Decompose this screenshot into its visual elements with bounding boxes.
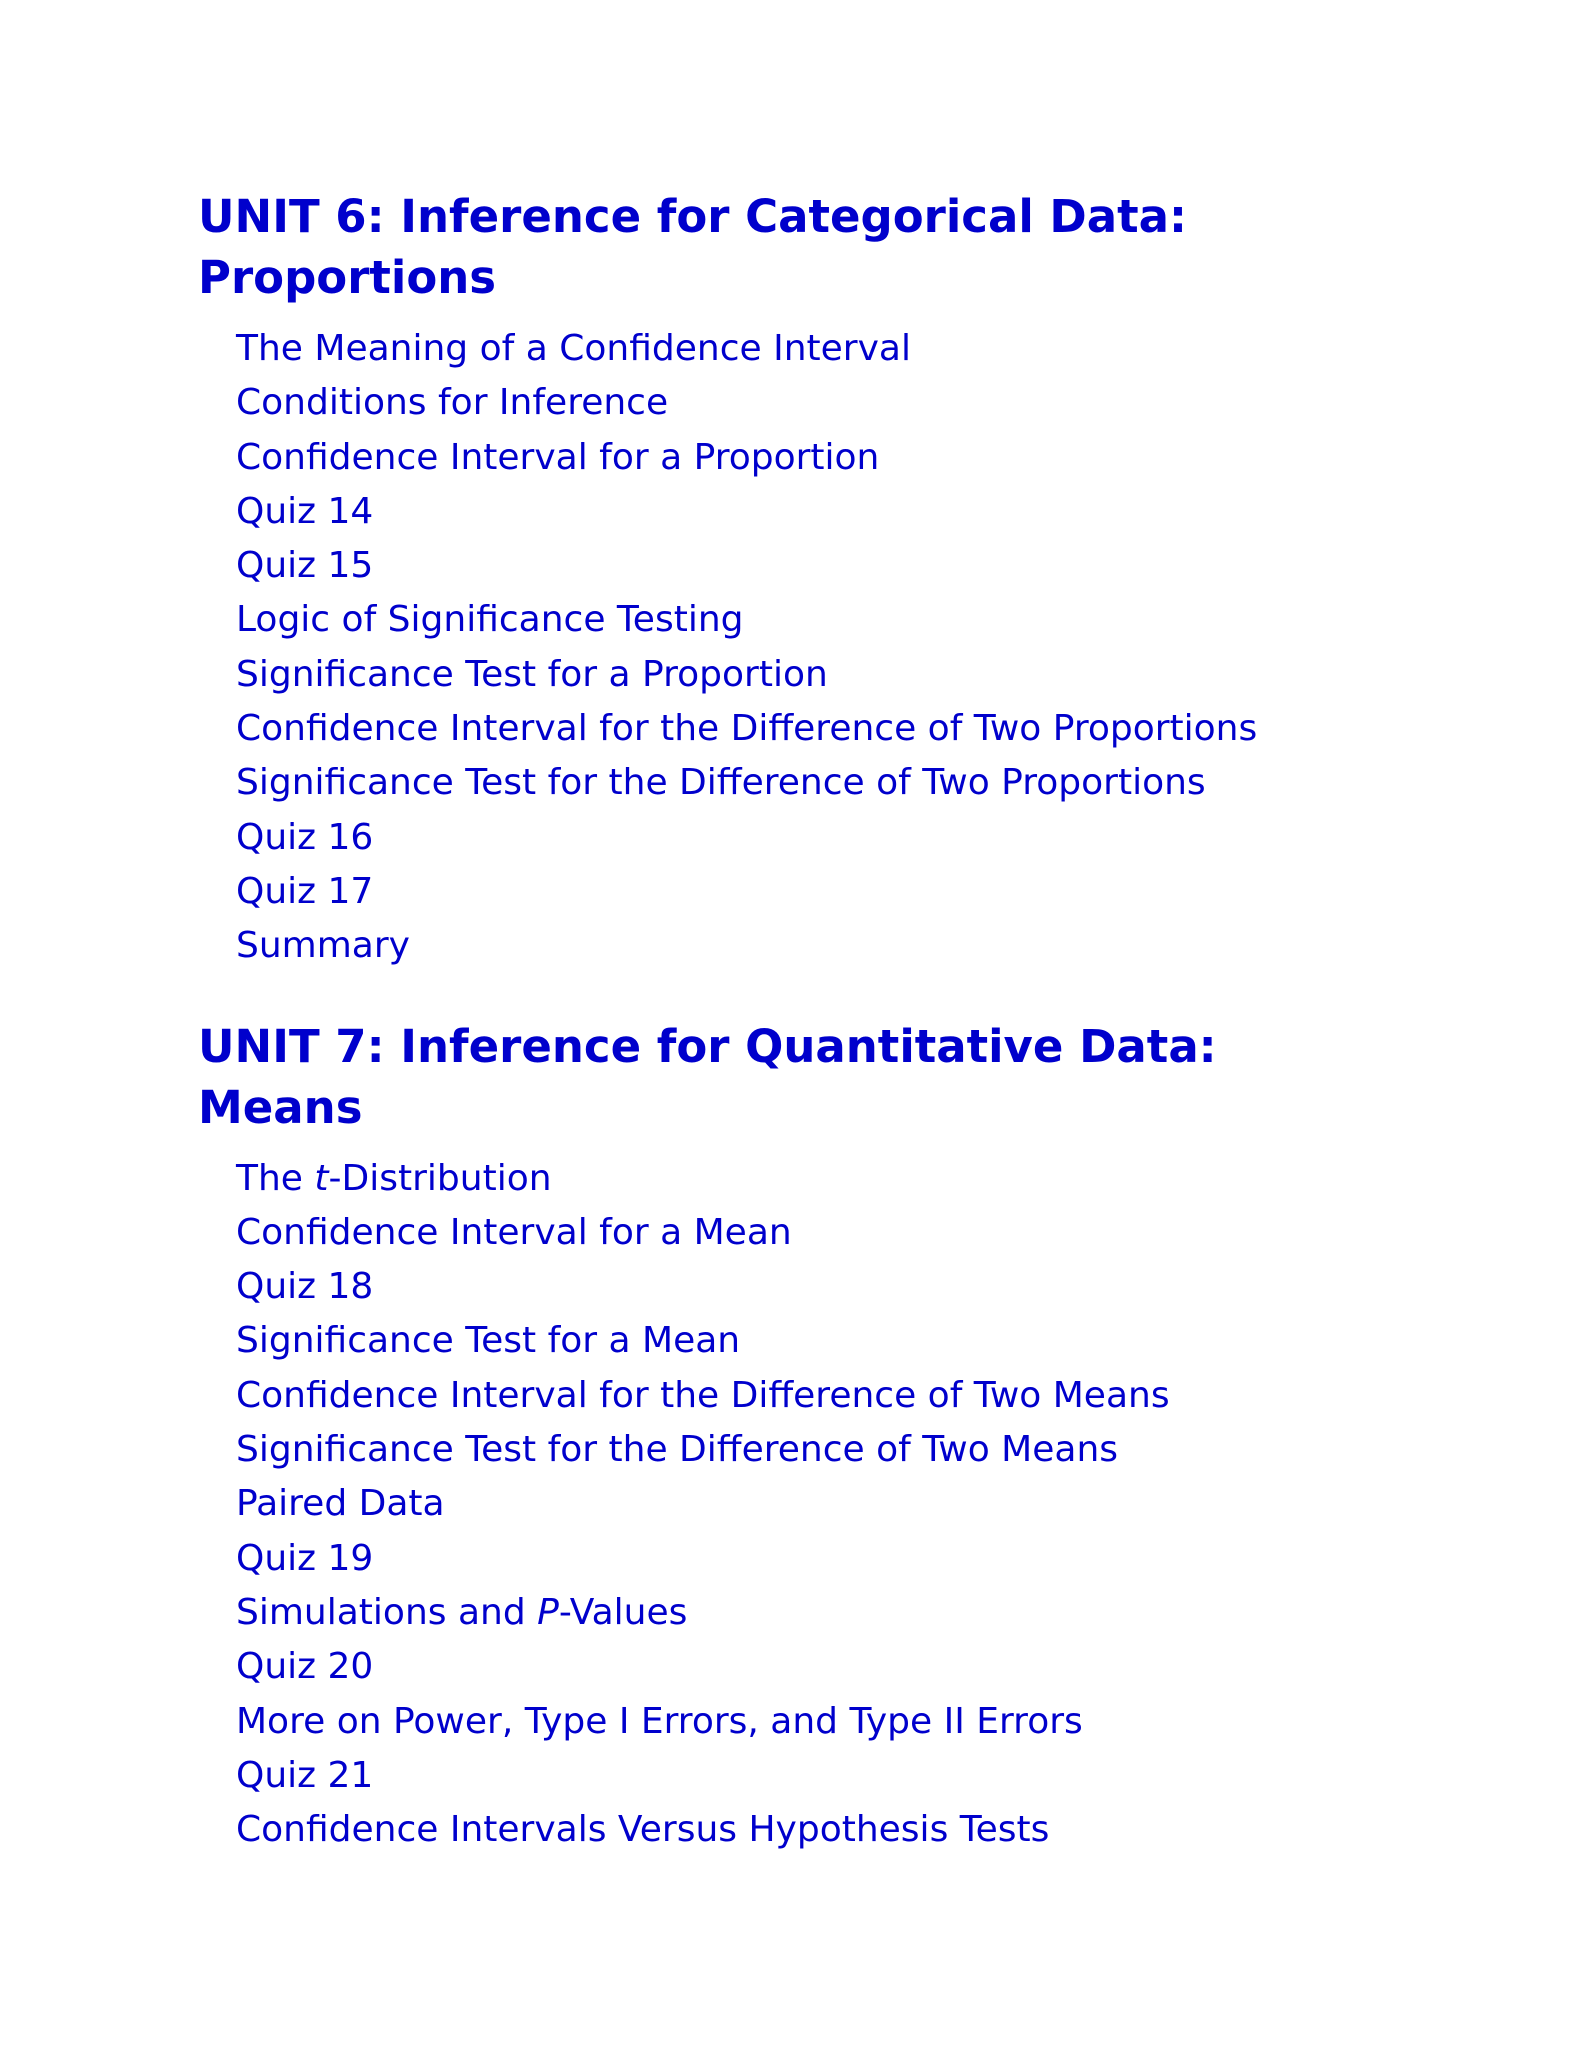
toc-link-ci-difference-two-proportions[interactable]: Confidence Interval for the Difference of Two Proportions: [236, 708, 1258, 750]
toc-link-quiz-16[interactable]: Quiz 16: [236, 816, 374, 858]
list-item: [236, 1314, 1448, 1368]
unit-7-title: [198, 1016, 1448, 1138]
toc-link-t-distribution[interactable]: [236, 1158, 552, 1199]
list-item: [236, 1640, 1448, 1694]
toc-link-significance-test-proportion[interactable]: Significance Test for a Proportion: [236, 653, 828, 695]
list-item: [236, 1260, 1448, 1314]
toc-link-quiz-18[interactable]: Quiz 18: [236, 1266, 374, 1308]
list-item: [236, 431, 1448, 485]
unit-7-title-line2: Means: [198, 1080, 363, 1134]
toc-link-confidence-interval-proportion[interactable]: Confidence Interval for a Proportion: [236, 436, 880, 478]
unit-7-title-line1: UNIT 7: Inference for Quantitative Data:: [198, 1019, 1217, 1073]
list-item: [236, 919, 1448, 973]
toc-link-meaning-of-confidence-interval[interactable]: The Meaning of a Confidence Interval: [236, 328, 911, 369]
toc-link-test-difference-two-means[interactable]: Significance Test for the Difference of Two Means: [236, 1429, 1119, 1471]
toc-link-quiz-14[interactable]: Quiz 14: [236, 490, 374, 532]
unit-7-section: [198, 1016, 1448, 1858]
toc-link-conditions-for-inference[interactable]: Conditions for Inference: [236, 382, 669, 424]
unit-7-topic-list: [198, 1152, 1448, 1858]
list-item: [236, 322, 1448, 376]
list-item: [236, 865, 1448, 919]
unit-6-title-line1: UNIT 6: Inference for Categorical Data:: [198, 190, 1188, 243]
toc-link-summary[interactable]: Summary: [236, 925, 410, 967]
list-item: [236, 1803, 1448, 1857]
list-item: [236, 1695, 1448, 1749]
toc-link-ci-versus-hypothesis-tests[interactable]: Confidence Intervals Versus Hypothesis Tests: [236, 1809, 1050, 1851]
list-item: [236, 648, 1448, 702]
toc-link-quiz-21[interactable]: Quiz 21: [236, 1754, 374, 1796]
toc-link-significance-test-mean[interactable]: Significance Test for a Mean: [236, 1320, 741, 1362]
toc-link-quiz-17[interactable]: Quiz 17: [236, 870, 374, 912]
unit-6-section: [198, 186, 1448, 974]
unit-6-title: [198, 186, 1448, 308]
toc-link-ci-difference-two-means[interactable]: Confidence Interval for the Difference of Two Means: [236, 1374, 1170, 1416]
list-item: [236, 1586, 1448, 1640]
list-item: [236, 756, 1448, 810]
simulations-prefix: Simulations and: [236, 1591, 538, 1633]
toc-link-logic-of-significance-testing[interactable]: Logic of Significance Testing: [236, 599, 744, 641]
simulations-suffix: -Values: [558, 1591, 688, 1633]
toc-link-quiz-19[interactable]: Quiz 19: [236, 1537, 374, 1579]
t-distribution-prefix: The: [236, 1157, 315, 1199]
t-distribution-italic-t: t: [314, 1157, 329, 1199]
list-item: [236, 593, 1448, 647]
list-item: [236, 1477, 1448, 1531]
list-item: [236, 1369, 1448, 1423]
list-item: [236, 1532, 1448, 1586]
toc-link-paired-data[interactable]: Paired Data: [236, 1483, 445, 1525]
list-item: [236, 1749, 1448, 1803]
t-distribution-suffix: -Distribution: [328, 1157, 552, 1199]
toc-link-simulations-p-values[interactable]: [236, 1592, 687, 1633]
toc-link-confidence-interval-mean[interactable]: Confidence Interval for a Mean: [236, 1211, 792, 1253]
list-item: [236, 811, 1448, 865]
list-item: [236, 1152, 1448, 1206]
list-item: [236, 1206, 1448, 1260]
list-item: [236, 1423, 1448, 1477]
toc-link-quiz-15[interactable]: Quiz 15: [236, 545, 374, 587]
list-item: [236, 702, 1448, 756]
toc-link-power-type-errors[interactable]: More on Power, Type I Errors, and Type II Errors: [236, 1700, 1083, 1742]
table-of-contents: [198, 186, 1448, 1857]
unit-6-title-line2: Proportions: [198, 251, 497, 304]
simulations-italic-p: P: [537, 1591, 559, 1633]
toc-link-test-difference-two-proportions[interactable]: Significance Test for the Difference of Two Proportions: [236, 762, 1206, 804]
toc-link-quiz-20[interactable]: Quiz 20: [236, 1646, 374, 1688]
list-item: [236, 376, 1448, 430]
list-item: [236, 485, 1448, 539]
unit-6-topic-list: [198, 322, 1448, 974]
list-item: [236, 539, 1448, 593]
